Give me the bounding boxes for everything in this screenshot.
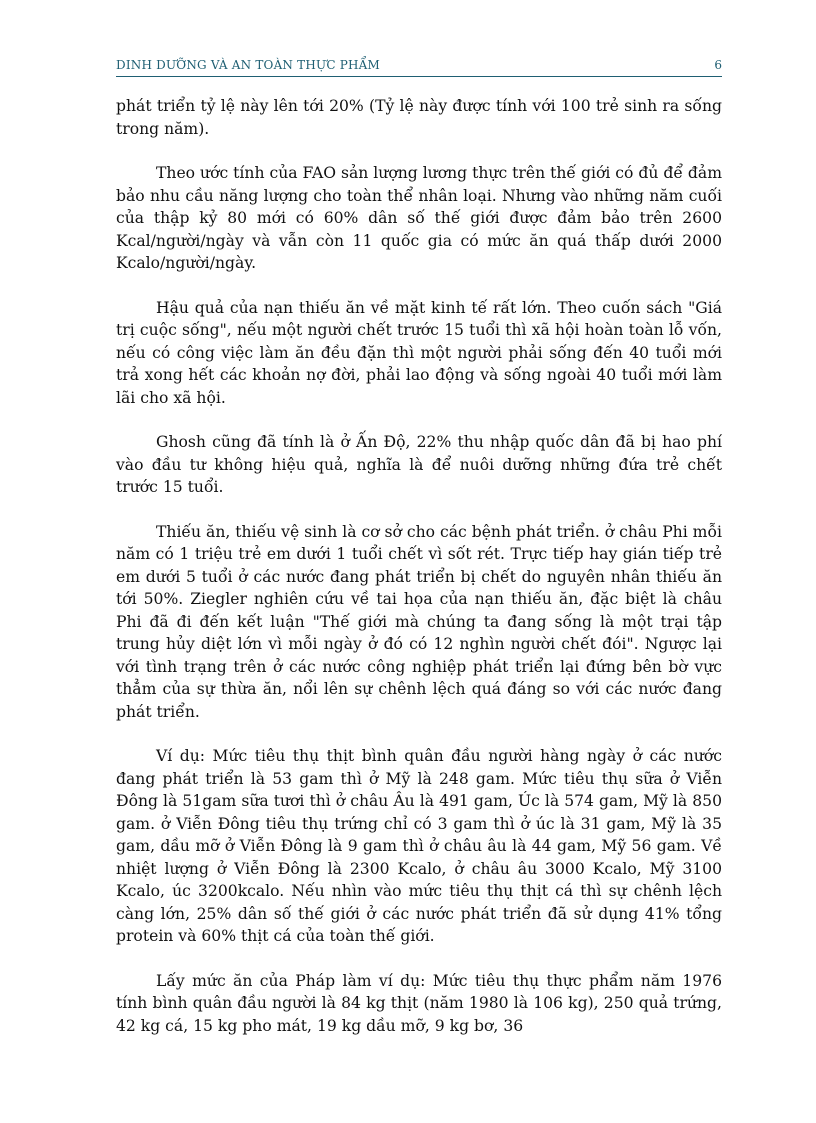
document-body xyxy=(116,95,722,1059)
paragraph-continuation: phát triển tỷ lệ này lên tới 20% (Tỷ lệ này được tính với 100 trẻ sinh ra sống trong năm). xyxy=(116,97,722,138)
page-header xyxy=(116,56,722,77)
paragraph-economic-consequences: Hậu quả của nạn thiếu ăn về mặt kinh tế rất lớn. Theo cuốn sách "Giá trị cuộc sống", nếu một người chết trước 15 tuổi thì xã hội hoàn toàn lỗ vốn, nếu có công việc làm ăn đều đặn thì một người phải sống đến 40 tuổi mới trả xong hết các khoản nợ đời, phải lao động và sống ngoài 40 tuổi mới làm lãi cho xã hội. xyxy=(116,298,722,407)
paragraph-fao-estimate: Theo ước tính của FAO sản lượng lương thực trên thế giới có đủ để đảm bảo nhu cầu năng lượng cho toàn thể nhân loại. Nhưng vào những năm cuối của thập kỷ 80 mới có 60% dân số thế giới được đảm bảo trên 2600 Kcal/người/ngày và vẫn còn 11 quốc gia có mức ăn quá thấp dưới 2000 Kcalo/người/ngày. xyxy=(116,164,722,272)
page-number: 6 xyxy=(714,58,722,72)
paragraph-ghosh-india: Ghosh cũng đã tính là ở Ấn Độ, 22% thu nhập quốc dân đã bị hao phí vào đầu tư không hiệu quả, nghĩa là để nuôi dưỡng những đứa trẻ chết trước 15 tuổi. xyxy=(116,433,722,496)
header-title: DINH DƯỠNG VÀ AN TOÀN THỰC PHẨM xyxy=(116,58,381,72)
paragraph-consumption-example: Ví dụ: Mức tiêu thụ thịt bình quân đầu người hàng ngày ở các nước đang phát triển là 53 gam thì ở Mỹ là 248 gam. Mức tiêu thụ sữa ở Viễn Đông là 51gam sữa tươi thì ở châu Âu là 491 gam, Úc là 574 gam, Mỹ là 850 gam. ở Viễn Đông tiêu thụ trứng chỉ có 3 gam thì ở úc là 31 gam, Mỹ là 35 gam, dầu mỡ ở Viễn Đông là 9 gam thì ở châu âu là 44 gam, Mỹ 56 gam. Về nhiệt lượng ở Viễn Đông là 2300 Kcalo, ở châu âu 3000 Kcalo, Mỹ 3100 Kcalo, úc 3200kcalo. Nếu nhìn vào mức tiêu thụ thịt cá thì sự chênh lệch càng lớn, 25% dân số thế giới ở các nước phát triển đã sử dụng 41% tổng protein và 60% thịt cá của toàn thế giới. xyxy=(116,747,722,945)
paragraph-disease-africa: Thiếu ăn, thiếu vệ sinh là cơ sở cho các bệnh phát triển. ở châu Phi mỗi năm có 1 triệu trẻ em dưới 1 tuổi chết vì sốt rét. Trực tiếp hay gián tiếp trẻ em dưới 5 tuổi ở các nước đang phát triển bị chết do nguyên nhân thiếu ăn tới 50%. Ziegler nghiên cứu về tai họa của nạn thiếu ăn, đặc biệt là châu Phi đã đi đến kết luận "Thế giới mà chúng ta đang sống là một trại tập trung hủy diệt lớn vì mỗi ngày ở đó có 12 nghìn người chết đói". Ngược lại với tình trạng trên ở các nước công nghiệp phát triển lại đứng bên bờ vực thẳm của sự thừa ăn, nổi lên sự chênh lệch quá đáng so với các nước đang phát triển. xyxy=(116,522,722,721)
paragraph-france-example: Lấy mức ăn của Pháp làm ví dụ: Mức tiêu thụ thực phẩm năm 1976 tính bình quân đầu người là 84 kg thịt (năm 1980 là 106 kg), 250 quả trứng, 42 kg cá, 15 kg pho mát, 19 kg dầu mỡ, 9 kg bơ, 36 xyxy=(116,971,722,1035)
